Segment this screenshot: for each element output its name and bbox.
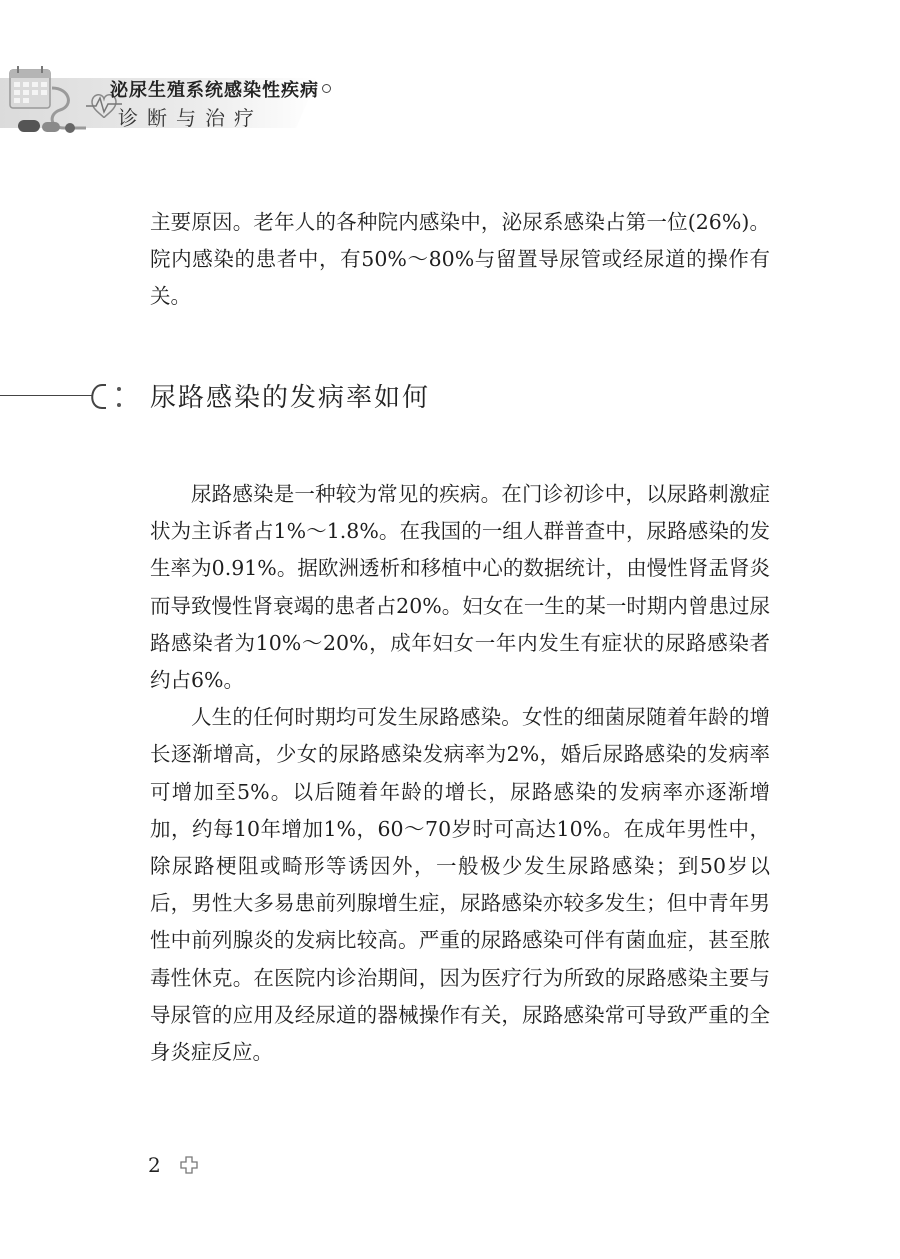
running-header (0, 58, 340, 148)
heading-dots (117, 385, 123, 409)
body-paragraph: 尿路感染是一种较为常见的疾病。在门诊初诊中，以尿路刺激症状为主诉者占1%～1.8%。在我国的一组人群普查中，尿路感染的发生率为0.91%。据欧洲透析和移植中心的数据统计，由慢性肾盂肾炎而导致慢性肾衰竭的患者占20%。妇女在一生的某一时期内曾患过尿路感染者为10%～20%，成年妇女一年内发生有症状的尿路感染者约占6%。 (150, 482, 770, 693)
section-heading (0, 372, 600, 422)
book-title: 泌尿生殖系统感染性疾病 (110, 76, 334, 102)
intro-text (150, 204, 770, 316)
section-title: 尿路感染的发病率如何 (150, 383, 431, 413)
medical-cross-icon (180, 1156, 198, 1174)
title-mark-icon (322, 84, 331, 93)
calendar-icon (10, 66, 50, 108)
stethoscope-icon (86, 382, 120, 412)
section-body (150, 476, 770, 1071)
intro-paragraph: 主要原因。老年人的各种院内感染中，泌尿系感染占第一位(26%)。院内感染的患者中，有50%～80%与留置导尿管或经尿道的操作有关。 (150, 210, 770, 309)
book-subtitle: 诊断与治疗 (118, 106, 263, 130)
heading-rule (0, 395, 92, 396)
body-paragraph: 人生的任何时期均可发生尿路感染。女性的细菌尿随着年龄的增长逐渐增高，少女的尿路感染发病率为2%，婚后尿路感染的发病率可增加至5%。以后随着年龄的增长，尿路感染的发病率亦逐渐增加，约每10年增加1%，60～70岁时可高达10%。在成年男性中，除尿路梗阻或畸形等诱因外，一般极少发生尿路感染；到50岁以后，男性大多易患前列腺增生症，尿路感染亦较多发生；但中青年男性中前列腺炎的发病比较高。严重的尿路感染可伴有菌血症，甚至脓毒性休克。在医院内诊治期间，因为医疗行为所致的尿路感染主要与导尿管的应用及经尿道的器械操作有关，尿路感染常可导致严重的全身炎症反应。 (150, 705, 770, 1065)
page-number: 2 (148, 1153, 161, 1177)
